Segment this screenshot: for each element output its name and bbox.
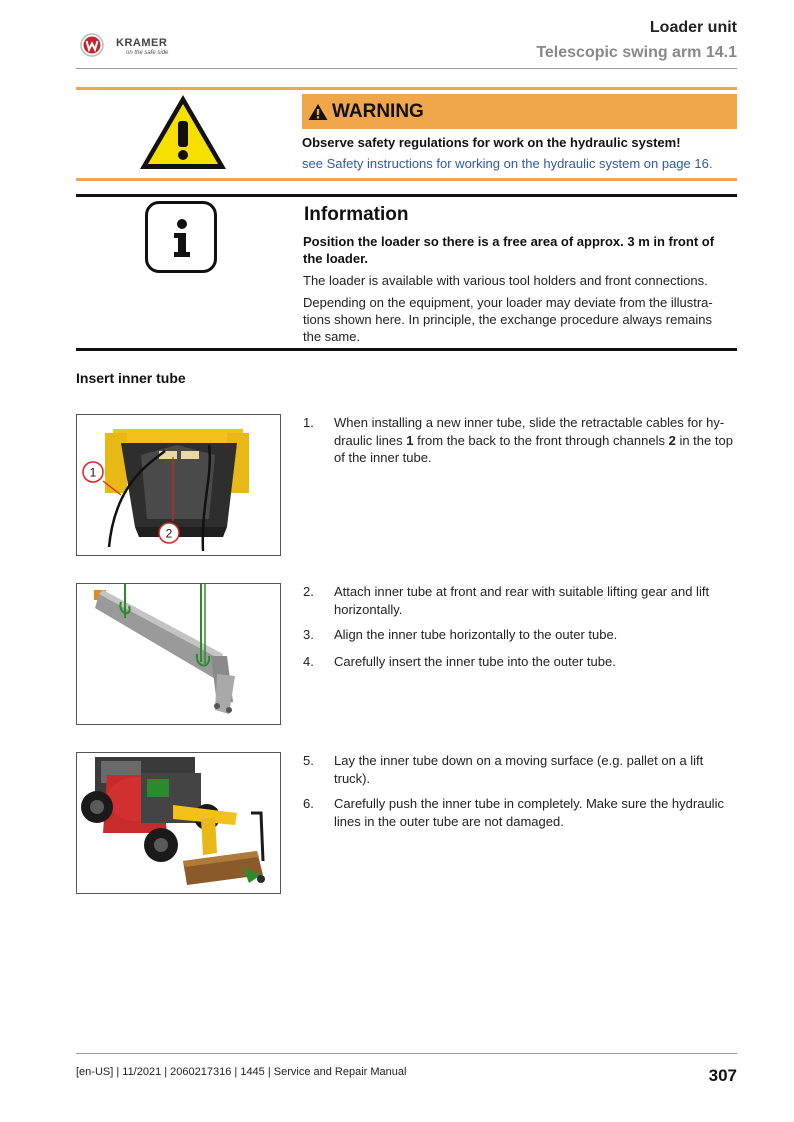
callout-2: 2 <box>165 526 173 541</box>
brand-tagline: on the safe side <box>126 50 169 56</box>
warning-top-rule <box>76 87 737 90</box>
step-item <box>303 583 740 618</box>
step-item <box>303 653 740 671</box>
step-text: Align the inner tube horizontally to the outer tube. <box>334 627 618 642</box>
header-divider <box>76 68 737 69</box>
info-icon <box>145 201 217 273</box>
step-text: Carefully insert the inner tube into the outer tube. <box>334 654 616 669</box>
warning-heading-text: WARNING <box>332 101 424 122</box>
step-number: 3. <box>303 627 314 642</box>
step-item <box>303 795 740 830</box>
section-subtitle: Telescopic swing arm 14.1 <box>536 44 737 61</box>
step-number: 2. <box>303 584 314 599</box>
warning-small-icon <box>308 103 328 121</box>
warning-bottom-rule <box>76 178 737 181</box>
warning-heading <box>302 94 737 129</box>
info-paragraph: The loader is available with various tool holders and front connections. <box>303 273 708 288</box>
step-item <box>303 626 740 644</box>
step-number: 4. <box>303 654 314 669</box>
callout-1: 1 <box>89 465 97 480</box>
info-paragraph: Depending on the equipment, your loader may deviate from the illustra-tions shown here. In principle, the exchange procedure always remains the same. <box>303 295 713 344</box>
section-heading: Insert inner tube <box>76 370 186 386</box>
info-top-rule <box>76 194 737 197</box>
step-text: Attach inner tube at front and rear with suitable lifting gear and lift horizontally. <box>334 584 710 617</box>
step-item <box>303 414 740 467</box>
footer-document-info: [en-US] | 11/2021 | 2060217316 | 1445 | Service and Repair Manual <box>76 1066 407 1078</box>
step-number: 1. <box>303 415 314 430</box>
warning-text: Observe safety regulations for work on the hydraulic system! <box>302 135 681 150</box>
step-text: When installing a new inner tube, slide the retractable cables for hy-draulic lines 1 from the back to the front through channels 2 in the top of the inner tube. <box>334 415 733 465</box>
info-heading: Information <box>304 204 409 225</box>
info-bottom-rule <box>76 348 737 351</box>
step-number: 6. <box>303 796 314 811</box>
step-text: Lay the inner tube down on a moving surface (e.g. pallet on a lift truck). <box>334 753 704 786</box>
chapter-title: Loader unit <box>649 19 737 36</box>
kramer-logo <box>80 32 190 64</box>
info-paragraph-bold: Position the loader so there is a free area of approx. 3 m in front of the loader. <box>303 234 715 266</box>
figure-inner-tube-lifting <box>76 583 281 725</box>
warning-triangle-icon <box>138 93 228 171</box>
step-text: Carefully push the inner tube in completely. Make sure the hydraulic lines in the outer tube are not damaged. <box>334 796 724 829</box>
brand-name: KRAMER <box>116 37 168 49</box>
step-item <box>303 752 740 787</box>
figure-inner-tube-insertion <box>76 752 281 894</box>
step-number: 5. <box>303 753 314 768</box>
warning-cross-reference-link[interactable]: see Safety instructions for working on the hydraulic system on page 16. <box>302 156 713 171</box>
page-number: 307 <box>708 1066 737 1085</box>
footer-divider <box>76 1053 737 1054</box>
figure-inner-tube-channels <box>76 414 281 556</box>
